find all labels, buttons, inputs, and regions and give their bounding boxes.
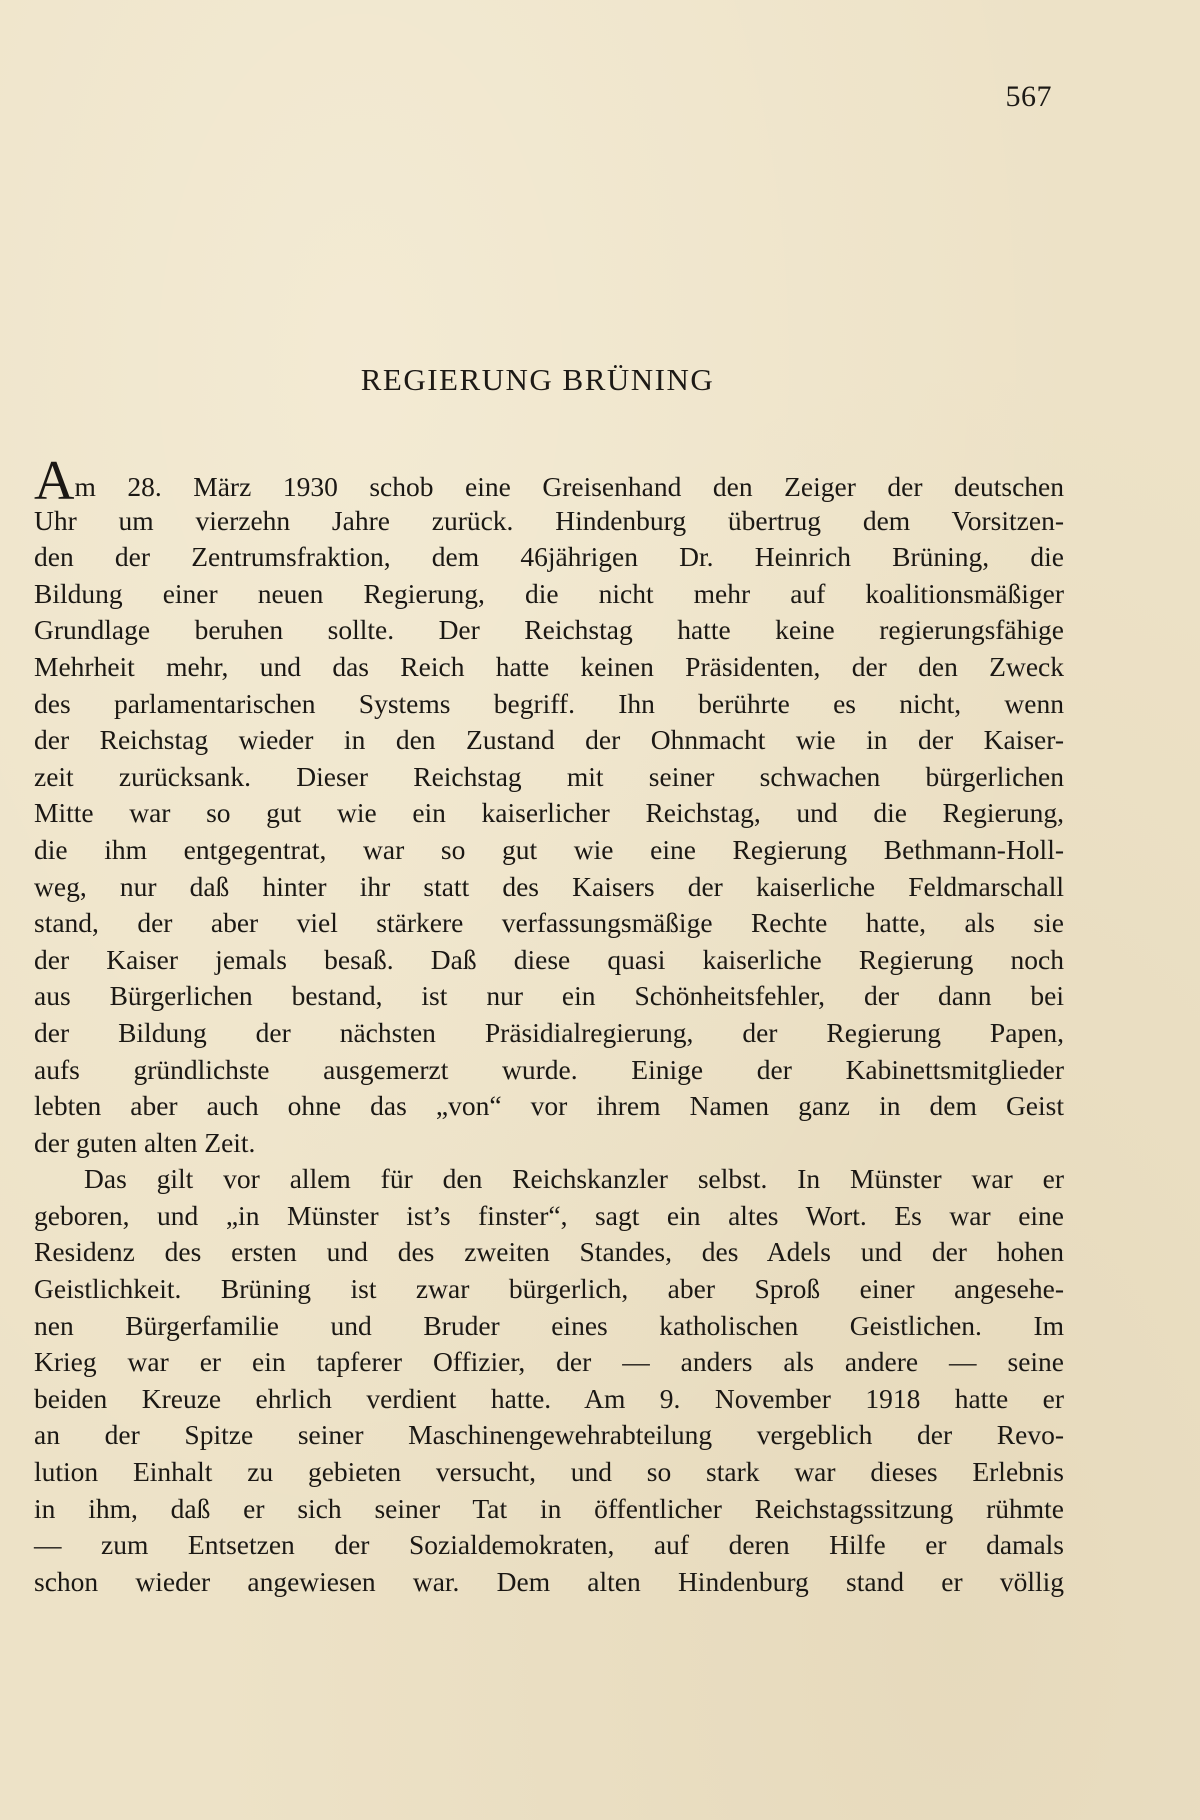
- text-line: schon wieder angewiesen war. Dem alten Hindenburg stand er völlig: [34, 1565, 1064, 1597]
- text-line: in ihm, daß er sich seiner Tat in öffentlicher Reichstagssitzung rühmte: [34, 1492, 1064, 1524]
- text-line: Das gilt vor allem für den Reichskanzler selbst. In Münster war er: [84, 1163, 1064, 1195]
- text-line: aus Bürgerlichen bestand, ist nur ein Schönheitsfehler, der dann bei: [34, 980, 1064, 1012]
- paragraph-1: [34, 450, 1064, 1161]
- paragraph-2: [34, 1161, 1064, 1600]
- text-line: an der Spitze seiner Maschinengewehrabteilung vergeblich der Revo-: [34, 1419, 1064, 1451]
- text-line: lution Einhalt zu gebieten versucht, und so stark war dieses Erlebnis: [34, 1456, 1064, 1488]
- chapter-title: REGIERUNG BRÜNING: [360, 362, 715, 397]
- text-line: nen Bürgerfamilie und Bruder eines katholischen Geistlichen. Im: [34, 1309, 1064, 1341]
- text-line: der Bildung der nächsten Präsidialregierung, der Regierung Papen,: [34, 1016, 1064, 1048]
- drop-cap: A: [34, 450, 75, 512]
- text-line: weg, nur daß hinter ihr statt des Kaisers der kaiserliche Feldmarschall: [34, 870, 1064, 902]
- first-line-text: m 28. März 1930 schob eine Greisenhand den Zeiger der deutschen: [74, 471, 1064, 502]
- text-line: Grundlage beruhen sollte. Der Reichstag hatte keine regierungsfähige: [34, 614, 1064, 646]
- text-line: Bildung einer neuen Regierung, die nicht mehr auf koalitionsmäßiger: [34, 577, 1064, 609]
- text-line: der Kaiser jemals besaß. Daß diese quasi kaiserliche Regierung noch: [34, 943, 1064, 975]
- text-line: der guten alten Zeit.: [34, 1126, 256, 1158]
- text-line: Mehrheit mehr, und das Reich hatte keinen Präsidenten, der den Zweck: [34, 650, 1064, 682]
- text-line: geboren, und „in Münster ist’s finster“, sagt ein altes Wort. Es war eine: [34, 1199, 1064, 1231]
- text-line: Mitte war so gut wie ein kaiserlicher Reichstag, und die Regierung,: [34, 797, 1064, 829]
- text-line: den der Zentrumsfraktion, dem 46jährigen Dr. Heinrich Brüning, die: [34, 541, 1064, 573]
- page-number: 567: [1005, 80, 1052, 113]
- text-line: Uhr um vierzehn Jahre zurück. Hindenburg übertrug dem Vorsitzen-: [34, 504, 1064, 536]
- text-line: des parlamentarischen Systems begriff. Ihn berührte es nicht, wenn: [34, 687, 1064, 719]
- text-line: Geistlichkeit. Brüning ist zwar bürgerlich, aber Sproß einer angesehe-: [34, 1273, 1064, 1305]
- text-line: Krieg war er ein tapferer Offizier, der — anders als andere — seine: [34, 1346, 1064, 1378]
- text-line: lebten aber auch ohne das „von“ vor ihrem Namen ganz in dem Geist: [34, 1090, 1064, 1122]
- text-line: aufs gründlichste ausgemerzt wurde. Einige der Kabinettsmitglieder: [34, 1053, 1064, 1085]
- text-line: [34, 450, 1064, 512]
- text-line: der Reichstag wieder in den Zustand der Ohnmacht wie in der Kaiser-: [34, 724, 1064, 756]
- text-line: Residenz des ersten und des zweiten Standes, des Adels und der hohen: [34, 1236, 1064, 1268]
- text-line: stand, der aber viel stärkere verfassungsmäßige Rechte hatte, als sie: [34, 907, 1064, 939]
- text-line: — zum Entsetzen der Sozialdemokraten, auf deren Hilfe er damals: [34, 1529, 1064, 1561]
- text-line: beiden Kreuze ehrlich verdient hatte. Am 9. November 1918 hatte er: [34, 1382, 1064, 1414]
- text-line: zeit zurücksank. Dieser Reichstag mit seiner schwachen bürgerlichen: [34, 760, 1064, 792]
- text-line: die ihm entgegentrat, war so gut wie eine Regierung Bethmann-Holl-: [34, 833, 1064, 865]
- body-text: [34, 450, 1064, 1600]
